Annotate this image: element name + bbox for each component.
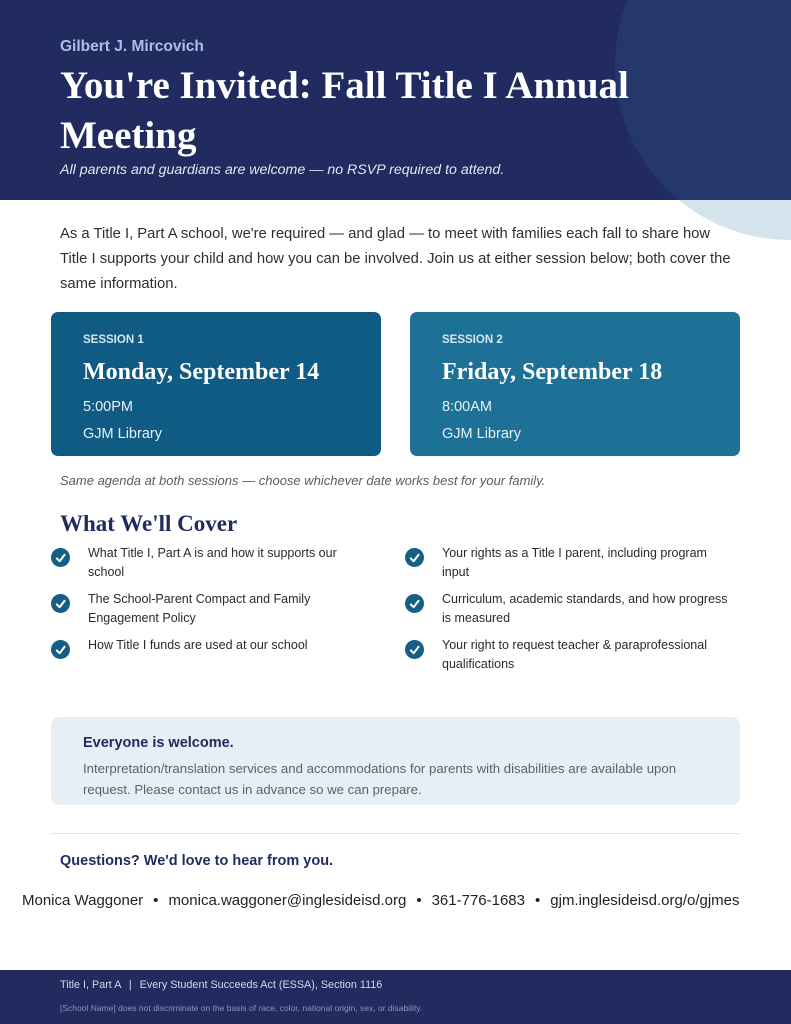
footer-law: Every Student Succeeds Act (ESSA), Section 1116: [139, 979, 383, 991]
session-date: Monday, September 14: [83, 359, 320, 385]
contact-email-link[interactable]: monica.waggoner@inglesideisd.org: [168, 892, 407, 909]
sessions-note: Same agenda at both sessions — choose whichever date works best for your family.: [60, 473, 546, 488]
footer-program: Title I, Part A: [60, 979, 121, 991]
cover-heading: What We'll Cover: [60, 511, 238, 536]
footer-separator: |: [128, 979, 132, 991]
footer-bar: [0, 970, 791, 1024]
welcome-title: Everyone is welcome.: [83, 734, 234, 751]
session-location: GJM Library: [83, 426, 162, 442]
session-location: GJM Library: [442, 426, 521, 442]
checklist-item-text: Your rights as a Title I parent, including program input: [442, 545, 707, 579]
session-time: 8:00AM: [442, 399, 492, 415]
contact-phone-link[interactable]: 361-776-1683: [431, 892, 525, 909]
session-card-1: [51, 312, 381, 456]
intro-paragraph: As a Title I, Part A school, we're required — and glad — to meet with families each fall to share how Title I supports your child and how you can be involved. Join us at either session below; both cover the same information.: [60, 226, 731, 292]
page-title: You're Invited: Fall Title I Annual Meeting: [60, 64, 629, 157]
session-time: 5:00PM: [83, 399, 133, 415]
checklist-item: [405, 590, 730, 628]
main-content: [0, 222, 791, 912]
session-date: Friday, September 18: [442, 359, 663, 385]
check-circle-icon: [51, 640, 70, 659]
session-label: SESSION 1: [83, 334, 144, 346]
school-name: Gilbert J. Mircovich: [60, 38, 204, 55]
footer-program-line: [60, 978, 791, 992]
session-label: SESSION 2: [442, 334, 503, 346]
header-text: [60, 37, 791, 180]
session-card-2: [410, 312, 740, 456]
checklist-item-text: Your right to request teacher & paraprofessional qualifications: [442, 637, 707, 671]
checklist-item-text: How Title I funds are used at our school: [88, 637, 308, 652]
checklist-item: [51, 590, 376, 628]
contact-line: [22, 890, 791, 912]
check-circle-icon: [405, 640, 424, 659]
welcome-body: Interpretation/translation services and accommodations for parents with disabilities are available upon request. Please contact us in advance so we can prepare.: [83, 761, 677, 797]
cover-checklist: [51, 544, 791, 674]
checklist-item-text: What Title I, Part A is and how it supports our school: [88, 545, 337, 579]
page-subtitle: All parents and guardians are welcome — no RSVP required to attend.: [60, 162, 505, 178]
checklist-item: [405, 544, 730, 582]
checklist-item-text: The School-Parent Compact and Family Engagement Policy: [88, 591, 311, 625]
header-banner: [0, 0, 791, 200]
check-circle-icon: [51, 594, 70, 613]
welcome-callout: [51, 717, 740, 806]
contact-separator: •: [535, 892, 541, 909]
checklist-item: [405, 636, 730, 674]
contact-name: Monica Waggoner: [22, 892, 144, 909]
checklist-item: [51, 544, 376, 582]
contact-separator: •: [153, 892, 159, 909]
check-circle-icon: [405, 594, 424, 613]
footer-disclaimer: [School Name] does not discriminate on the basis of race, color, national origin, sex, or disability.: [60, 1003, 423, 1013]
session-cards: [51, 312, 791, 456]
check-circle-icon: [405, 548, 424, 567]
checklist-item: [51, 636, 376, 674]
checklist-item-text: Curriculum, academic standards, and how progress is measured: [442, 591, 728, 625]
check-circle-icon: [51, 548, 70, 567]
contact-separator: •: [416, 892, 422, 909]
contact-website-link[interactable]: gjm.inglesideisd.org/o/gjmes: [550, 892, 740, 909]
contact-heading: Questions? We'd love to hear from you.: [60, 853, 334, 869]
section-divider: [51, 833, 740, 834]
